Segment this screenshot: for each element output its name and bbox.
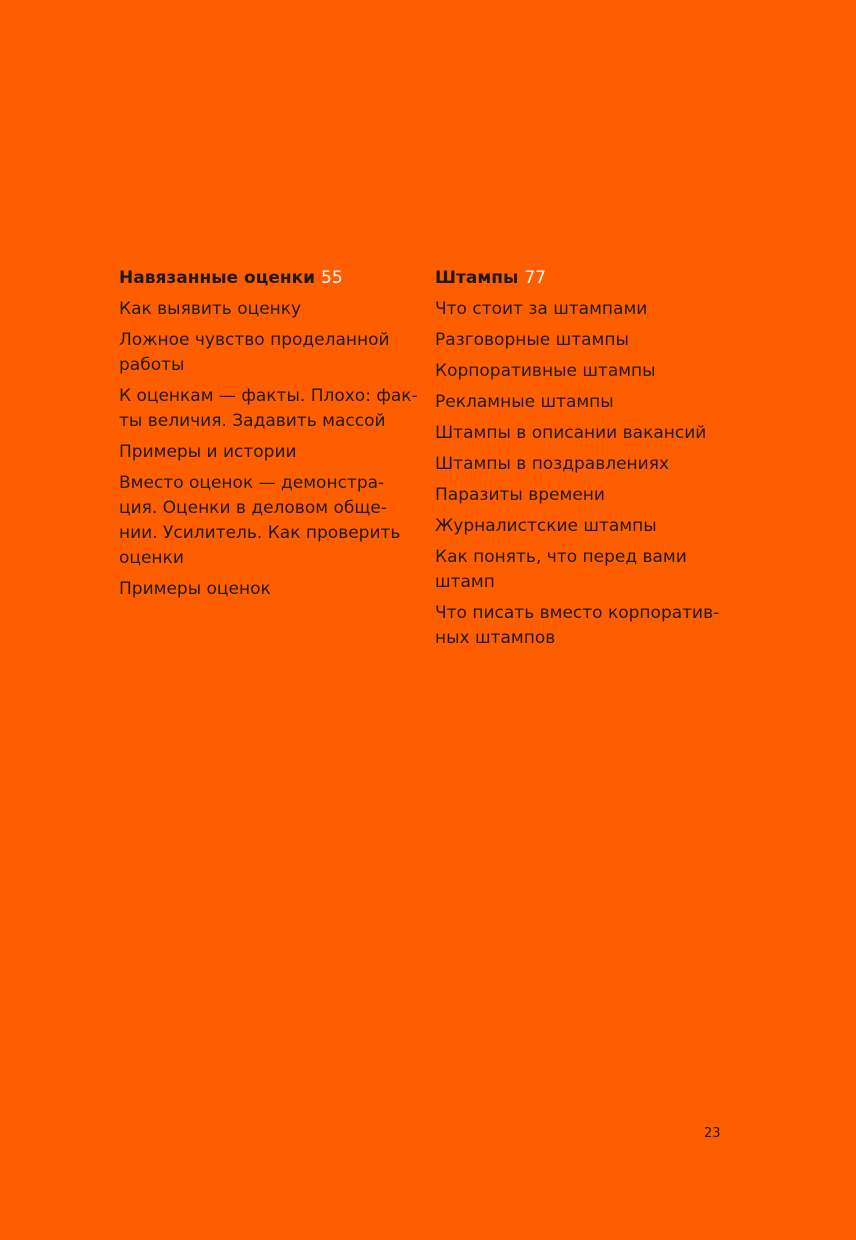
toc-item-line: Паразиты времени xyxy=(435,485,605,505)
toc-item-line: Вместо оценок — демонстра- xyxy=(119,473,385,493)
toc-item[interactable] xyxy=(435,601,725,651)
toc-item[interactable] xyxy=(119,328,409,378)
toc-item-line: Рекламные штампы xyxy=(435,392,614,412)
toc-item[interactable] xyxy=(435,545,725,595)
toc-item-line: Штампы в поздравлениях xyxy=(435,454,669,474)
toc-item[interactable] xyxy=(119,384,418,434)
toc-item[interactable] xyxy=(119,297,409,322)
toc-item-line: ных штампов xyxy=(435,628,556,648)
toc-item[interactable] xyxy=(435,390,725,415)
section-page-number: 77 xyxy=(524,268,546,288)
toc-item-line: Ложное чувство проделанной xyxy=(119,330,390,350)
toc-item-line: Как выявить оценку xyxy=(119,299,302,319)
toc-item-line: Корпоративные штампы xyxy=(435,361,656,381)
toc-item-line: Журналистские штампы xyxy=(435,516,657,536)
section-heading[interactable] xyxy=(435,266,725,291)
toc-item-line: Примеры и истории xyxy=(119,442,297,462)
toc-item-line: ция. Оценки в деловом обще- xyxy=(119,498,387,518)
toc-item[interactable] xyxy=(435,514,725,539)
toc-item-line: нии. Усилитель. Как проверить xyxy=(119,523,401,543)
toc-item-line: ты величия. Задавить массой xyxy=(119,411,386,431)
toc-item[interactable] xyxy=(435,452,725,477)
toc-item-line: Как понять, что перед вами xyxy=(435,547,687,567)
toc-item-line: Примеры оценок xyxy=(119,579,271,599)
toc-item[interactable] xyxy=(435,421,725,446)
section-title: Навязанные оценки xyxy=(119,268,316,288)
toc-item-line: оценки xyxy=(119,548,184,568)
toc-item-line: работы xyxy=(119,355,185,375)
toc-column-right xyxy=(435,266,725,657)
toc-item[interactable] xyxy=(435,483,725,508)
toc-item-line: Что стоит за штампами xyxy=(435,299,648,319)
toc-item-line: Что писать вместо корпоратив- xyxy=(435,603,720,623)
page-number: 23 xyxy=(704,1126,721,1141)
toc-item-line: Разговорные штампы xyxy=(435,330,629,350)
toc-item-line: штамп xyxy=(435,572,495,592)
toc-item[interactable] xyxy=(435,297,725,322)
toc-column-left xyxy=(119,266,418,608)
section-page-number: 55 xyxy=(321,268,343,288)
toc-item-line: К оценкам — факты. Плохо: фак- xyxy=(119,386,418,406)
toc-item-line: Штампы в описании вакансий xyxy=(435,423,707,443)
toc-item[interactable] xyxy=(435,328,725,353)
toc-item[interactable] xyxy=(119,471,409,571)
toc-item[interactable] xyxy=(119,440,409,465)
toc-item[interactable] xyxy=(119,577,409,602)
section-heading[interactable] xyxy=(119,266,409,291)
section-title: Штампы xyxy=(435,268,519,288)
toc-item[interactable] xyxy=(435,359,725,384)
